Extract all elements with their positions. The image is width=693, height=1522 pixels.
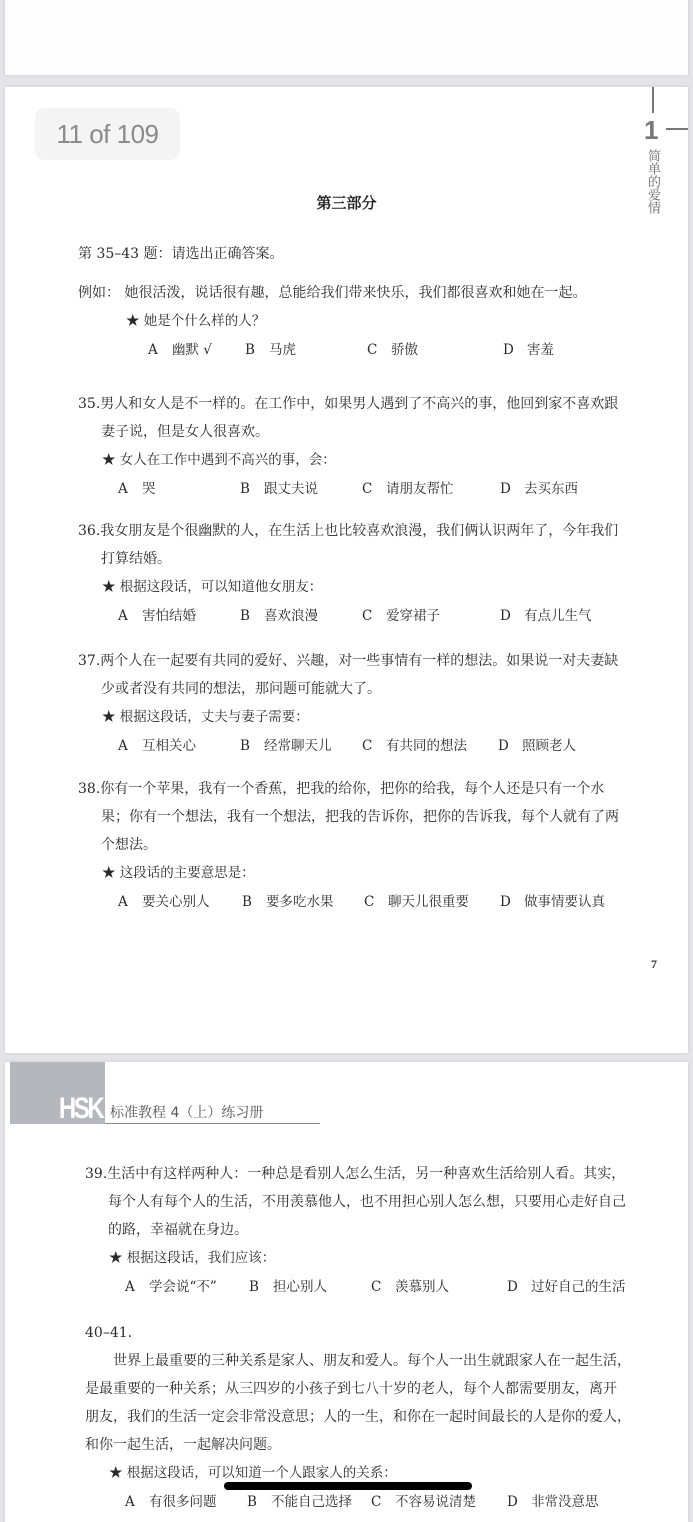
passage-number: 40–41.	[85, 1325, 133, 1341]
book-title: 标准教程 4（上）练习册	[110, 1105, 264, 1121]
option-c	[362, 601, 500, 631]
question-number: 39.	[85, 1166, 108, 1182]
option-d	[500, 601, 592, 631]
option-text: 害怕结婚	[142, 608, 196, 624]
example-body: 她很活泼，说话很有趣，总能给我们带来快乐，我们都很喜欢和她在一起。	[124, 285, 587, 301]
option-letter: A	[118, 738, 128, 754]
question-prompt: ★ 女人在工作中遇到不高兴的事，会：	[102, 452, 336, 468]
page-indicator-badge: 11 of 109	[35, 108, 180, 160]
page-number: 7	[651, 957, 657, 971]
question-number: 38.	[78, 781, 101, 797]
option-text: 有点儿生气	[524, 608, 592, 624]
option-a	[125, 1487, 247, 1517]
answer-options	[78, 474, 638, 504]
question-number: 37.	[78, 653, 101, 669]
option-letter: D	[498, 738, 509, 754]
option-text: 哭	[142, 481, 156, 497]
question-text-line	[78, 775, 638, 803]
option-letter: D	[503, 342, 514, 358]
question-prompt: ★ 根据这段话，可以知道他女朋友：	[102, 579, 323, 595]
option-c	[362, 731, 498, 761]
section-title: 第三部分	[316, 194, 377, 212]
question-text-line: 少或者没有共同的想法，那问题可能就大了。	[101, 681, 381, 697]
option-text: 经常聊天儿	[264, 738, 332, 754]
question-text-line	[78, 390, 638, 418]
option-letter: A	[148, 342, 158, 358]
option-letter: B	[242, 894, 252, 910]
answer-options	[78, 601, 638, 631]
option-letter: C	[371, 1494, 382, 1510]
option-text: 不能自己选择	[271, 1494, 352, 1510]
option-letter: C	[362, 481, 373, 497]
question-prompt: ★ 这段话的主要意思是：	[102, 865, 255, 881]
question-text: 生活中有这样两种人：一种总是看别人怎么生活，另一种喜欢生活给别人看。其实，	[107, 1166, 626, 1182]
question-text-line: 妻子说，但是女人很喜欢。	[101, 424, 269, 440]
option-c	[367, 335, 503, 365]
option-text: 幽默 √	[172, 342, 212, 358]
question-prompt: ★ 根据这段话，我们应该：	[109, 1250, 276, 1266]
option-text: 照顾老人	[522, 738, 576, 754]
option-a	[118, 474, 240, 504]
question-text: 男人和女人是不一样的。在工作中，如果男人遇到了不高兴的事，他回到家不喜欢跟	[100, 396, 619, 412]
option-b	[245, 335, 367, 365]
option-text: 要关心别人	[142, 894, 210, 910]
option-b	[247, 1487, 371, 1517]
option-text: 爱穿裙子	[386, 608, 440, 624]
book-header	[10, 1062, 320, 1124]
option-text: 喜欢浪漫	[264, 608, 318, 624]
option-text: 有共同的想法	[386, 738, 467, 754]
option-letter: C	[371, 1279, 382, 1295]
option-text: 有很多问题	[149, 1494, 217, 1510]
answer-options	[85, 1487, 645, 1517]
option-a	[118, 601, 240, 631]
question-text-line: 果；你有一个想法，我有一个想法，把我的告诉你，把你的告诉我，每个人就有了两	[101, 809, 619, 825]
question-35	[78, 390, 638, 504]
option-d	[503, 335, 554, 365]
option-letter: D	[507, 1279, 518, 1295]
option-a	[148, 335, 245, 365]
option-b	[240, 601, 362, 631]
option-b	[240, 731, 362, 761]
option-letter: C	[362, 608, 373, 624]
answer-options	[85, 1272, 645, 1302]
option-letter: D	[500, 481, 511, 497]
passage-text-line: 和你一起生活，一起解决问题。	[85, 1437, 281, 1453]
question-prompt: ★ 根据这段话，可以知道一个人跟家人的关系：	[109, 1465, 397, 1481]
question-text-line: 的路，幸福就在身边。	[108, 1222, 248, 1238]
question-text-line	[85, 1160, 645, 1188]
option-d	[498, 731, 576, 761]
option-letter: C	[367, 342, 378, 358]
option-a	[125, 1272, 249, 1302]
option-letter: B	[240, 608, 250, 624]
question-text-line	[78, 647, 638, 675]
question-36	[78, 517, 638, 631]
option-text: 要多吃水果	[266, 894, 334, 910]
option-letter: A	[118, 894, 128, 910]
passage-text-line: 世界上最重要的三种关系是家人、朋友和爱人。每个人一出生就跟家人在一起生活，	[113, 1353, 631, 1369]
question-text-line	[78, 517, 638, 545]
option-text: 互相关心	[142, 738, 196, 754]
option-a	[118, 887, 242, 917]
question-text-line: 个想法。	[101, 837, 157, 853]
option-d	[500, 887, 605, 917]
option-b	[240, 474, 362, 504]
option-c	[362, 474, 500, 504]
option-letter: D	[500, 608, 511, 624]
question-text: 两个人在一起要有共同的爱好、兴趣，对一些事情有一样的想法。如果说一对夫妻缺	[100, 653, 619, 669]
option-c	[371, 1272, 507, 1302]
option-letter: B	[249, 1279, 259, 1295]
example-question: ★ 她是个什么样的人？	[126, 313, 266, 329]
option-d	[507, 1272, 626, 1302]
option-b	[249, 1272, 371, 1302]
option-letter: B	[240, 481, 250, 497]
instructions-text: 第 35–43 题：请选出正确答案。	[78, 246, 284, 262]
option-letter: C	[362, 738, 373, 754]
example-label: 例如：	[78, 285, 120, 301]
option-letter: A	[125, 1279, 135, 1295]
option-text: 担心别人	[273, 1279, 327, 1295]
option-text: 学会说“不”	[149, 1279, 217, 1295]
question-number: 35.	[78, 396, 101, 412]
option-text: 不容易说清楚	[395, 1494, 476, 1510]
question-prompt: ★ 根据这段话，丈夫与妻子需要：	[102, 709, 309, 725]
option-letter: D	[500, 894, 511, 910]
option-text: 骄傲	[391, 342, 418, 358]
option-text: 跟丈夫说	[264, 481, 318, 497]
chapter-tab	[638, 87, 688, 237]
option-letter: A	[125, 1494, 135, 1510]
question-text: 我女朋友是个很幽默的人，在生活上也比较喜欢浪漫，我们俩认识两年了，今年我们	[100, 523, 619, 539]
option-text: 请朋友帮忙	[386, 481, 454, 497]
option-text: 马虎	[269, 342, 296, 358]
option-letter: B	[240, 738, 250, 754]
option-letter: D	[507, 1494, 518, 1510]
option-d	[507, 1487, 599, 1517]
option-letter: C	[364, 894, 375, 910]
question-39	[85, 1160, 645, 1302]
chapter-title: 简单的爱情	[645, 149, 660, 214]
chapter-tab-vertical-rule	[652, 87, 654, 113]
question-37	[78, 647, 638, 761]
next-page	[5, 1062, 688, 1522]
option-text: 非常没意思	[531, 1494, 599, 1510]
option-text: 去买东西	[524, 481, 578, 497]
previous-page	[5, 0, 688, 75]
example-text	[78, 279, 638, 307]
option-b	[242, 887, 364, 917]
example-options	[78, 335, 638, 365]
question-text-line: 每个人有每个人的生活，不用羡慕他人，也不用担心别人怎么想，只要用心走好自己	[108, 1194, 626, 1210]
option-text: 过好自己的生活	[531, 1279, 626, 1295]
answer-options	[78, 887, 638, 917]
header-rule	[105, 1123, 320, 1124]
question-text-line: 打算结婚。	[101, 551, 171, 567]
option-letter: A	[118, 481, 128, 497]
answer-options	[78, 731, 638, 761]
option-text: 聊天儿很重要	[388, 894, 469, 910]
option-c	[371, 1487, 507, 1517]
option-letter: B	[247, 1494, 257, 1510]
passage-text-line: 朋友，我们的生活一定会非常没意思；人的一生，和你在一起时间最长的人是你的爱人，	[85, 1409, 631, 1425]
question-38	[78, 775, 638, 917]
hsk-logo: HSK	[58, 1092, 102, 1125]
instructions	[78, 240, 638, 268]
option-text: 做事情要认真	[524, 894, 605, 910]
passage-text-line: 是最重要的一种关系；从三四岁的小孩子到七八十岁的老人，每个人都需要朋友，离开	[85, 1381, 617, 1397]
option-letter: A	[118, 608, 128, 624]
chapter-tab-horizontal-rule	[666, 128, 688, 130]
chapter-number: 1	[644, 115, 659, 145]
option-d	[500, 474, 578, 504]
option-text: 羡慕别人	[395, 1279, 449, 1295]
option-c	[364, 887, 500, 917]
home-indicator-bar[interactable]	[224, 1482, 472, 1490]
current-page	[5, 87, 688, 1053]
question-text: 你有一个苹果，我有一个香蕉，把我的给你，把你的给我，每个人还是只有一个水	[100, 781, 605, 797]
option-text: 害羞	[527, 342, 554, 358]
example-block	[78, 279, 638, 365]
hsk-logo-box	[10, 1062, 105, 1124]
option-a	[118, 731, 240, 761]
question-number: 36.	[78, 523, 101, 539]
option-letter: B	[245, 342, 255, 358]
